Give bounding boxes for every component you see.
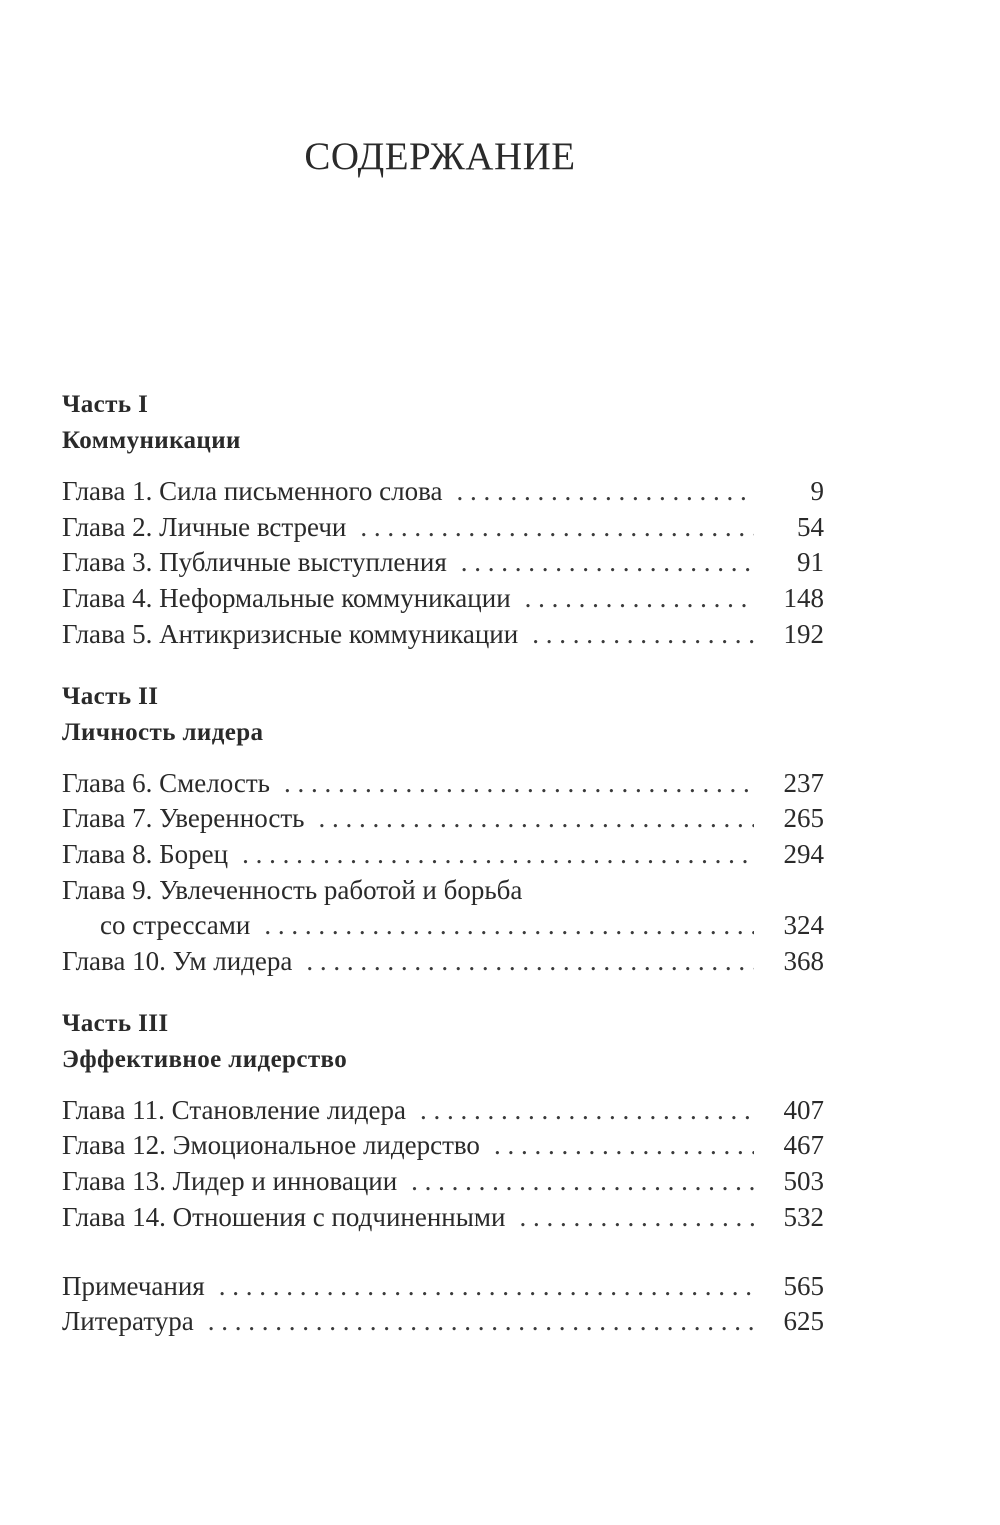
part-2 (62, 679, 824, 980)
toc-entry[interactable] (62, 510, 824, 546)
part-name: Личность лидера (62, 718, 264, 746)
entry-title: Глава 5. Антикризисные коммуникации (62, 618, 519, 649)
page-number: 324 (783, 910, 824, 941)
entry-title: Глава 13. Лидер и инновации (62, 1166, 398, 1197)
dot-leader (242, 837, 754, 873)
dot-leader (318, 801, 754, 837)
page-number: 503 (783, 1166, 824, 1197)
dot-leader (456, 474, 754, 510)
entry-title: Глава 14. Отношения с подчиненными (62, 1201, 506, 1232)
entry-title: Глава 4. Неформальные коммуникации (62, 583, 511, 614)
entry-title: Литература (62, 1306, 194, 1337)
page-number: 54 (797, 511, 824, 542)
page-number: 407 (783, 1094, 824, 1125)
page-number: 91 (797, 547, 824, 578)
page-number: 294 (783, 838, 824, 869)
part-label: Часть I (62, 391, 149, 418)
entry-title: Примечания (62, 1270, 205, 1301)
backmatter (62, 1269, 824, 1340)
toc-entry-notes[interactable] (62, 1269, 824, 1305)
entry-title: Глава 7. Уверенность (62, 803, 305, 834)
dot-leader (219, 1269, 754, 1305)
toc-entry[interactable] (62, 1200, 824, 1236)
dot-leader (420, 1093, 754, 1129)
page-number: 192 (783, 618, 824, 649)
toc-entry[interactable] (62, 1164, 824, 1200)
entry-title: Глава 2. Личные встречи (62, 511, 347, 542)
chapter-list (62, 766, 824, 980)
toc-entry[interactable] (62, 837, 824, 873)
toc-entry-line1[interactable] (62, 873, 824, 909)
page-number: 265 (783, 803, 824, 834)
dot-leader (461, 545, 754, 581)
entry-title: Глава 9. Увлеченность работой и борьба (62, 874, 523, 905)
toc-entry[interactable] (62, 545, 824, 581)
dot-leader (284, 766, 754, 802)
dot-leader (411, 1164, 754, 1200)
entry-title-continuation: со стрессами (100, 910, 251, 941)
dot-leader (306, 944, 754, 980)
page-number: 467 (783, 1130, 824, 1161)
entry-title: Глава 10. Ум лидера (62, 946, 293, 977)
entry-title: Глава 11. Становление лидера (62, 1094, 406, 1125)
page-number: 565 (783, 1270, 824, 1301)
entry-title: Глава 6. Смелость (62, 767, 270, 798)
page-number: 625 (783, 1306, 824, 1337)
toc-entry[interactable] (62, 801, 824, 837)
toc-entry[interactable] (62, 474, 824, 510)
dot-leader (208, 1304, 754, 1340)
entry-title: Глава 8. Борец (62, 838, 229, 869)
chapter-list (62, 474, 824, 653)
part-label: Часть II (62, 682, 159, 710)
toc-entry[interactable] (62, 944, 824, 980)
entry-title: Глава 3. Публичные выступления (62, 547, 447, 578)
toc-entry[interactable] (62, 1093, 824, 1129)
page-title: СОДЕРЖАНИЕ (304, 135, 576, 178)
dot-leader (519, 1200, 754, 1236)
page-number: 148 (783, 583, 824, 614)
toc-entry[interactable] (62, 617, 824, 653)
page-number: 368 (783, 946, 824, 977)
dot-leader (532, 617, 754, 653)
page-number: 237 (783, 767, 824, 798)
chapter-list (62, 1093, 824, 1236)
toc-entry[interactable] (62, 766, 824, 802)
part-label: Часть III (62, 1009, 169, 1037)
toc-entry-bibliography[interactable] (62, 1304, 824, 1340)
part-name: Эффективное лидерство (62, 1045, 348, 1073)
page-number: 532 (783, 1201, 824, 1232)
part-name: Коммуникации (62, 427, 241, 454)
table-of-contents (62, 387, 824, 1340)
entry-title: Глава 12. Эмоциональное лидерство (62, 1130, 480, 1161)
dot-leader (525, 581, 754, 617)
toc-entry[interactable] (62, 581, 824, 617)
part-1 (62, 387, 824, 653)
dot-leader (360, 510, 754, 546)
page-number: 9 (810, 476, 824, 506)
dot-leader (494, 1128, 754, 1164)
toc-entry-line2[interactable] (62, 908, 824, 944)
entry-title: Глава 1. Сила письменного слова (62, 476, 443, 506)
dot-leader (264, 908, 754, 944)
part-3 (62, 1006, 824, 1236)
toc-entry[interactable] (62, 1128, 824, 1164)
